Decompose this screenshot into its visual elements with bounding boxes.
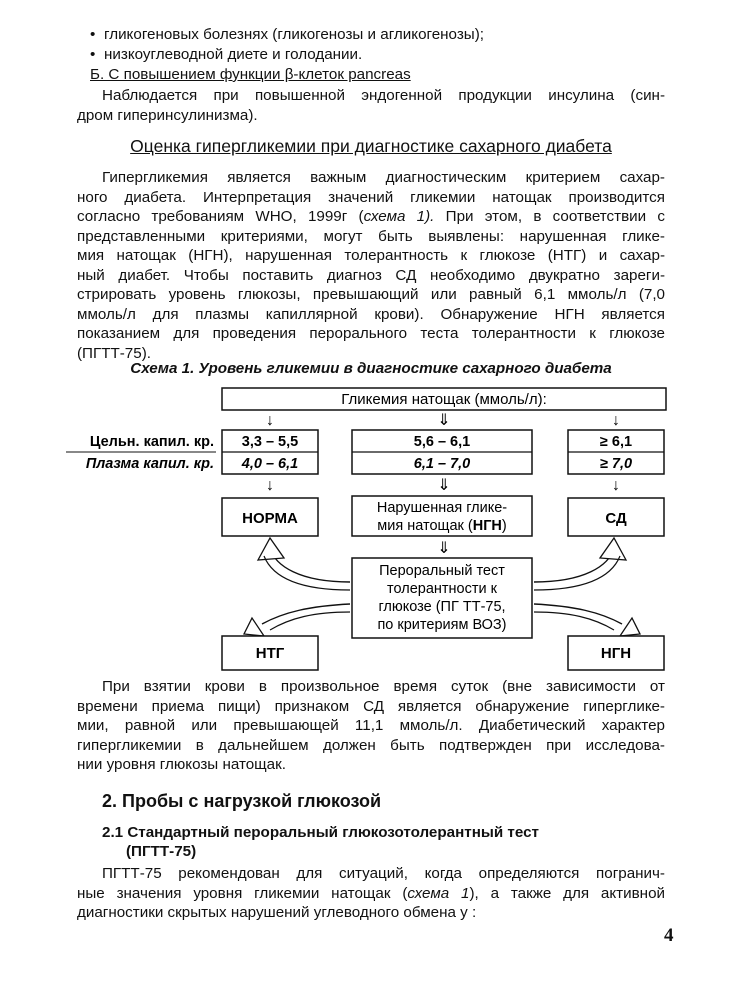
schema-reference: схема 1 xyxy=(407,885,470,902)
paragraph-line: представленными критериями, могут быть выявлены: нарушенная глике- xyxy=(77,228,665,245)
text-run: согласно требованиям WHO, 1999г ( xyxy=(77,208,364,225)
norma-label: НОРМА xyxy=(242,510,298,527)
row-label-whole-blood: Цельн. капил. кр. xyxy=(89,434,214,450)
ngn-outcome-line1: Нарушенная глике- xyxy=(376,500,508,516)
paragraph-line: ПГТТ-75 рекомендован для ситуаций, когда определяются погранич- xyxy=(102,865,665,882)
ngn-outcome-line2 xyxy=(377,518,506,534)
row-label-plasma: Плазма капил. кр. xyxy=(85,456,214,472)
text-run: ) xyxy=(501,518,507,534)
paragraph-line: Наблюдается при повышенной эндогенной продукции инсулина (син- xyxy=(102,87,665,104)
paragraph-line: ммоль/л для плазмы капиллярной крови). Обнаружение НГН является xyxy=(77,306,665,323)
norm-plasma-value: 4,0 – 6,1 xyxy=(241,456,299,472)
paragraph-line: дром гиперинсулинизма). xyxy=(77,107,258,124)
norm-whole-blood-value: 3,3 – 5,5 xyxy=(241,434,299,450)
paragraph-line: ный диабет. Чтобы поставить диагноз СД необходимо двукратно зареги- xyxy=(77,267,665,284)
bullet-text: гликогеновых болезнях (гликогенозы и агликогенозы); xyxy=(104,26,484,43)
test-box-line: по критериям ВОЗ) xyxy=(377,617,507,633)
page-number: 4 xyxy=(664,925,674,946)
paragraph-line: гипергликемии в дальнейшем должен быть подтвержден при исследова- xyxy=(77,737,665,754)
ntg-label: НТГ xyxy=(255,645,285,662)
ngn-label: НГН xyxy=(600,645,632,662)
schema-title: Схема 1. Уровень гликемии в диагностике сахарного диабета xyxy=(130,360,612,377)
paragraph-line: нии уровня глюкозы натощак. xyxy=(77,756,286,773)
sd-plasma-value: ≥ 7,0 xyxy=(599,456,633,472)
test-box-line: Пероральный тест xyxy=(379,563,505,579)
double-arrow-down-icon: ⇓ xyxy=(437,540,451,557)
bullet-text: низкоуглеводной диете и голодании. xyxy=(104,46,363,63)
paragraph-line: Гипергликемия является важным диагностическим критерием сахар- xyxy=(102,169,665,186)
paragraph-line: диагностики скрытых нарушений углеводного обмена у : xyxy=(77,904,477,921)
paragraph-line xyxy=(77,207,665,227)
curved-arrow-to-ntg xyxy=(262,604,350,624)
section-heading: 2. Пробы с нагрузкой глюкозой xyxy=(102,791,382,811)
subsection-heading: 2.1 Стандартный пероральный глюкозотолерантный тест xyxy=(102,824,539,841)
section-title: Оценка гипергликемии при диагностике сахарного диабета xyxy=(130,136,612,156)
paragraph-line xyxy=(77,884,665,904)
test-box-line: глюкозе (ПГ ТТ-75, xyxy=(378,599,506,615)
bullet-item xyxy=(90,25,670,45)
text-run: ные значения уровня гликемии натощак ( xyxy=(77,885,408,902)
sd-whole-blood-value: ≥ 6,1 xyxy=(599,434,633,450)
sd-label: СД xyxy=(605,510,627,527)
text-run: НГН xyxy=(472,518,502,534)
arrow-down-icon: ↓ xyxy=(612,412,620,429)
paragraph-line: стрировать уровень глюкозы, превышающий или равный 6,1 ммоль/л (7,0 xyxy=(77,286,665,303)
ngn-whole-blood-value: 5,6 – 6,1 xyxy=(413,434,471,450)
paragraph-line: При взятии крови в произвольное время суток (вне зависимости от xyxy=(102,678,665,695)
paragraph-line: (ПГТТ-75). xyxy=(77,345,151,362)
paragraph-line: ного диабета. Интерпретация значений гликемии натощак производится xyxy=(77,189,665,206)
arrow-down-icon: ↓ xyxy=(266,412,274,429)
arrow-down-icon: ↓ xyxy=(612,477,620,494)
ngn-plasma-value: 6,1 – 7,0 xyxy=(413,456,471,472)
paragraph-line: времени приема пищи) признаком СД является обнаружение гипергликe- xyxy=(77,698,665,715)
double-arrow-down-icon: ⇓ xyxy=(437,477,451,494)
text-run: При этом, в соответствии с xyxy=(434,208,665,225)
text-run: ), а также для активной xyxy=(469,885,666,902)
bullet-item xyxy=(90,45,670,65)
test-box-line: толерантности к xyxy=(387,581,497,597)
glycemia-flowchart xyxy=(0,380,742,680)
arrow-down-icon: ↓ xyxy=(266,477,274,494)
header-box-label: Гликемия натощак (ммоль/л): xyxy=(341,391,547,408)
subheading: Б. С повышением функции β-клеток pancreas xyxy=(90,66,411,83)
double-arrow-down-icon: ⇓ xyxy=(437,412,451,429)
curved-arrow-to-ngn xyxy=(534,604,622,624)
schema-reference: схема 1). xyxy=(363,208,435,225)
subsection-heading: (ПГТТ-75) xyxy=(126,843,197,860)
paragraph-line: показанием для проведения перорального теста толерантности к глюкозе xyxy=(77,325,665,342)
text-run: мия натощак ( xyxy=(377,518,473,534)
paragraph-line: мия натощак (НГН), нарушенная толерантность к глюкозе (НТГ) и сахар- xyxy=(77,247,665,264)
paragraph-line: мии, равной или превышающей 11,1 ммоль/л. Диабетический характер xyxy=(77,717,665,734)
